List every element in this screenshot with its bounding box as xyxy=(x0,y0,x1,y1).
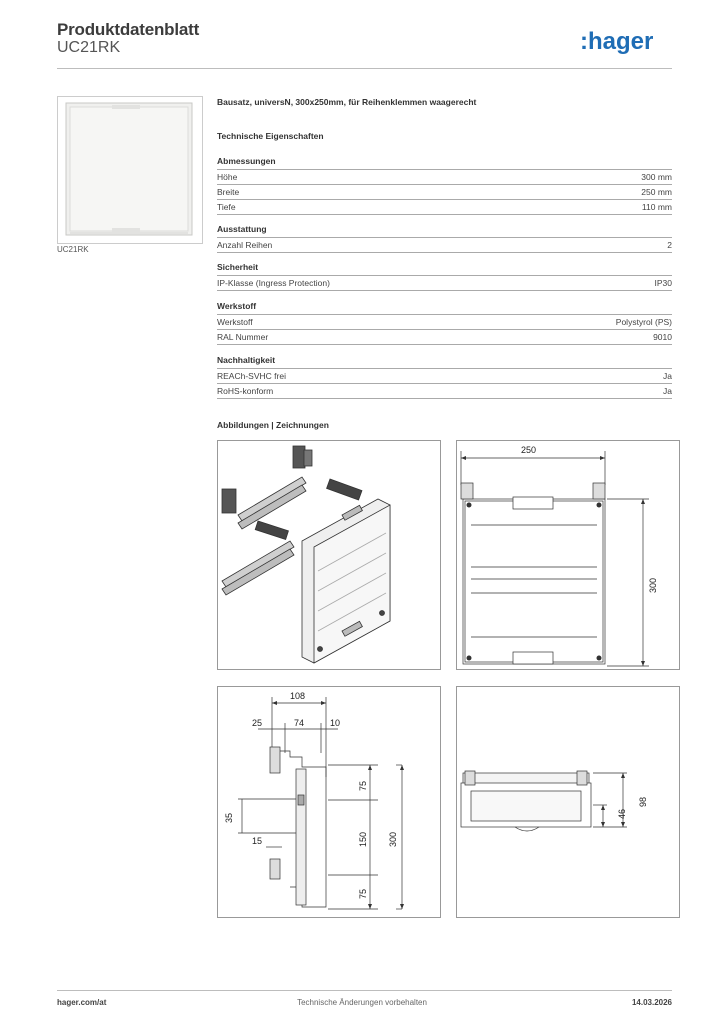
spec-row: Höhe 300 mm xyxy=(217,169,672,184)
svg-text:98: 98 xyxy=(638,796,648,807)
drawings-heading: Abbildungen | Zeichnungen xyxy=(217,420,329,430)
spec-group-title: Ausstattung xyxy=(217,224,267,234)
svg-text:300: 300 xyxy=(388,831,398,847)
header-divider xyxy=(57,68,672,69)
footer-date: 14.03.2026 xyxy=(631,998,672,1007)
svg-text:25: 25 xyxy=(252,718,263,728)
page-title: Produktdatenblatt xyxy=(57,20,200,39)
svg-text:35: 35 xyxy=(224,812,234,823)
side-view-drawing xyxy=(217,686,441,918)
product-code: UC21RK xyxy=(57,39,121,56)
svg-text:75: 75 xyxy=(358,888,368,899)
spec-group-dimensions xyxy=(217,156,672,215)
footer-note: Technische Änderungen vorbehalten xyxy=(297,998,427,1007)
spec-row: Werkstoff Polystyrol (PS) xyxy=(217,314,672,329)
svg-text:75: 75 xyxy=(358,780,368,791)
front-view-drawing xyxy=(456,440,680,670)
spec-row: Breite 250 mm xyxy=(217,184,672,199)
footer-divider xyxy=(57,990,672,991)
spec-row: RoHS-konform Ja xyxy=(217,383,672,399)
spec-group-sustainability xyxy=(217,355,672,399)
spec-row: REACh-SVHC frei Ja xyxy=(217,368,672,383)
top-view-drawing xyxy=(456,686,680,918)
spec-group-title: Nachhaltigkeit xyxy=(217,355,276,365)
svg-text:150: 150 xyxy=(358,831,368,847)
technical-properties-heading: Technische Eigenschaften xyxy=(217,131,324,141)
spec-group-title: Werkstoff xyxy=(217,301,257,311)
spec-row: Tiefe 110 mm xyxy=(217,199,672,215)
svg-text:108: 108 xyxy=(290,691,306,701)
svg-text:300: 300 xyxy=(648,577,658,593)
product-description: Bausatz, universN, 300x250mm, für Reihenklemmen waagerecht xyxy=(217,97,477,107)
spec-group-title: Sicherheit xyxy=(217,262,259,272)
spec-row: RAL Nummer 9010 xyxy=(217,329,672,345)
svg-text:15: 15 xyxy=(252,836,263,846)
spec-row: Anzahl Reihen 2 xyxy=(217,237,672,253)
svg-text:250: 250 xyxy=(521,445,537,455)
svg-text:74: 74 xyxy=(294,718,305,728)
footer-website[interactable]: hager.com/at xyxy=(57,998,107,1007)
spec-group-title: Abmessungen xyxy=(217,156,276,166)
spec-row: IP-Klasse (Ingress Protection) IP30 xyxy=(217,275,672,291)
spec-group-equipment xyxy=(217,224,672,253)
spec-group-material xyxy=(217,301,672,345)
exploded-view-drawing xyxy=(217,440,441,670)
spec-group-safety xyxy=(217,262,672,291)
svg-text::hager: :hager xyxy=(580,28,654,55)
svg-text:10: 10 xyxy=(330,718,341,728)
product-image-caption: UC21RK xyxy=(57,245,89,254)
svg-text:46: 46 xyxy=(617,808,627,819)
hager-logo xyxy=(580,27,672,57)
product-image xyxy=(57,96,203,244)
